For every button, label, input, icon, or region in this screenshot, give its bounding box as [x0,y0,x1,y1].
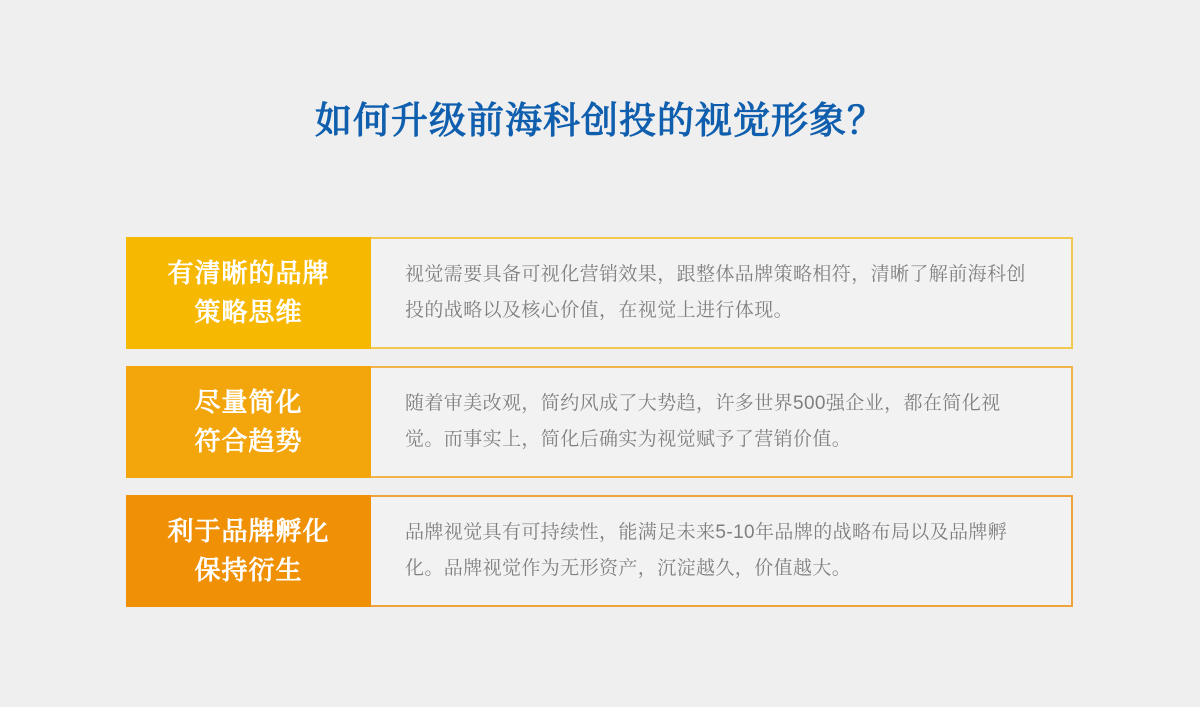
feature-label-brand-incubation [126,495,371,607]
feature-list [126,237,1073,607]
feature-label-line1: 有清晰的品牌 [167,258,330,288]
feature-label-simplify-trend [126,366,371,478]
feature-label-line1: 利于品牌孵化 [167,516,330,546]
feature-row-simplify-trend [126,366,1073,478]
feature-label-line2: 策略思维 [194,297,303,327]
feature-description-simplify-trend: 随着审美改观，简约风成了大势趋，许多世界500强企业，都在简化视觉。而事实上，简化后确实为视觉赋予了营销价值。 [405,393,1001,450]
page-title: 如何升级前海科创投的视觉形象？ [315,100,885,141]
feature-row-brand-strategy [126,237,1073,349]
feature-row-brand-incubation [126,495,1073,607]
feature-label-brand-strategy [126,237,371,349]
feature-description-brand-incubation: 品牌视觉具有可持续性，能满足未来5-10年品牌的战略布局以及品牌孵化。品牌视觉作为无形资产，沉淀越久，价值越大。 [405,522,1008,579]
feature-description-brand-strategy: 视觉需要具备可视化营销效果，跟整体品牌策略相符，清晰了解前海科创投的战略以及核心价值，在视觉上进行体现。 [405,264,1026,321]
feature-label-line2: 保持衍生 [194,555,303,585]
feature-label-line1: 尽量简化 [194,387,303,417]
feature-label-line2: 符合趋势 [194,426,303,456]
